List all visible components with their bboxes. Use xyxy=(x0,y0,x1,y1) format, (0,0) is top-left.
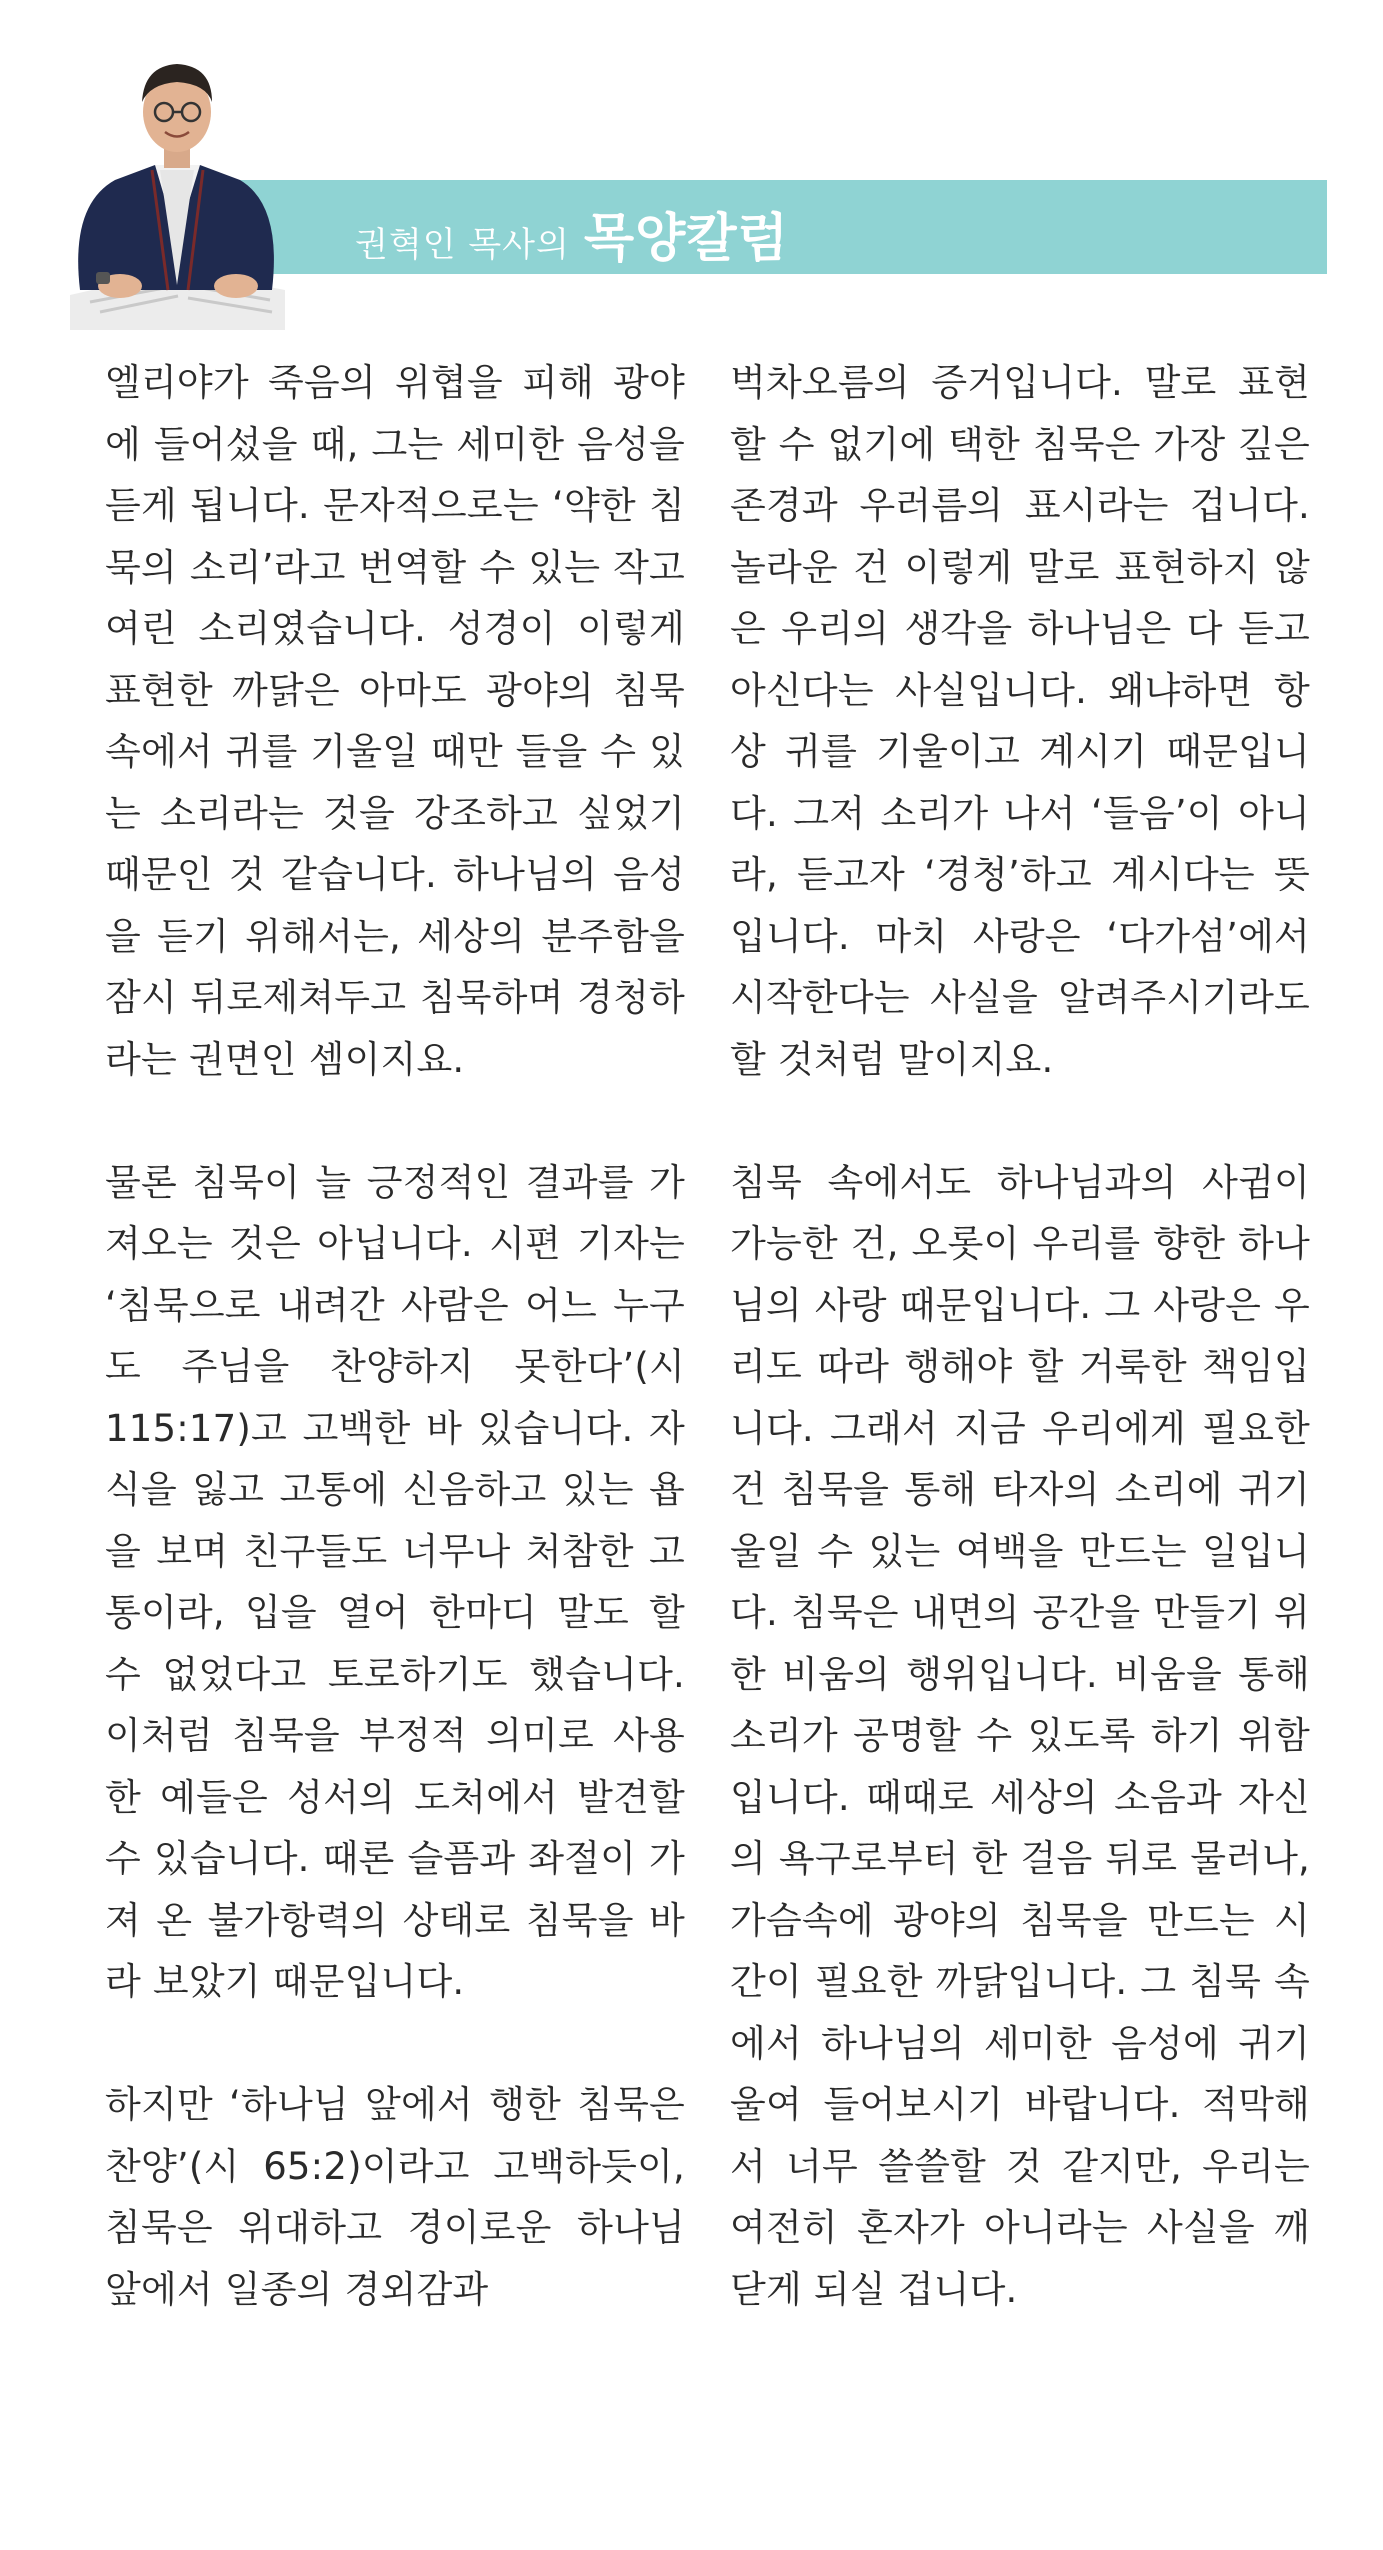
article-paragraph: 벅차오름의 증거입니다. 말로 표현할 수 없기에 택한 침묵은 가장 깊은 존경과 우러름의 표시라는 겁니다. 놀라운 건 이렇게 말로 표현하지 않은 우리의 생각을 하나님은 다 듣고 아신다는 사실입니다. 왜냐하면 항상 귀를 기울이고 계시기 때문입니다. 그저 소리가 나서 ‘들음’이 아니라, 듣고자 ‘경청’하고 계시다는 뜻입니다. 마치 사랑은 ‘다가섬’에서 시작한다는 사실을 알려주시기라도 할 것처럼 말이지요. xyxy=(730,361,1310,1081)
article-paragraph: 물론 침묵이 늘 긍정적인 결과를 가져오는 것은 아닙니다. 시편 기자는 ‘침묵으로 내려간 사람은 어느 누구도 주님을 찬양하지 못한다’(시115:17)고 고백한 바 있습니다. 자식을 잃고 고통에 신음하고 있는 욥을 보며 친구들도 너무나 처참한 고통이라, 입을 열어 한마디 말도 할 수 없었다고 토로하기도 했습니다. 이처럼 침묵을 부정적 의미로 사용한 예들은 성서의 도처에서 발견할 수 있습니다. 때론 슬픔과 좌절이 가져 온 불가항력의 상태로 침묵을 바라 보았기 때문입니다. xyxy=(105,1160,685,2003)
article-column-right xyxy=(730,352,1310,2320)
article-paragraph: 엘리야가 죽음의 위협을 피해 광야에 들어섰을 때, 그는 세미한 음성을 듣게 됩니다. 문자적으로는 ‘약한 침묵의 소리’라고 번역할 수 있는 작고 여린 소리였습니다. 성경이 이렇게 표현한 까닭은 아마도 광야의 침묵 속에서 귀를 기울일 때만 들을 수 있는 소리라는 것을 강조하고 싶었기 때문인 것 같습니다. 하나님의 음성을 듣기 위해서는, 세상의 분주함을 잠시 뒤로제쳐두고 침묵하며 경청하라는 권면인 셈이지요. xyxy=(105,361,685,1081)
banner-title xyxy=(355,196,789,269)
article-paragraph: 침묵 속에서도 하나님과의 사귐이 가능한 건, 오롯이 우리를 향한 하나님의 사랑 때문입니다. 그 사랑은 우리도 따라 행해야 할 거룩한 책임입니다. 그래서 지금 우리에게 필요한 건 침묵을 통해 타자의 소리에 귀기울일 수 있는 여백을 만드는 일입니다. 침묵은 내면의 공간을 만들기 위한 비움의 행위입니다. 비움을 통해 소리가 공명할 수 있도록 하기 위함입니다. 때때로 세상의 소음과 자신의 욕구로부터 한 걸음 뒤로 물러나, 가슴속에 광야의 침묵을 만드는 시간이 필요한 까닭입니다. 그 침묵 속에서 하나님의 세미한 음성에 귀기울여 들어보시기 바랍니다. 적막해서 너무 쓸쓸할 것 같지만, 우리는 여전히 혼자가 아니라는 사실을 깨닫게 되실 겁니다. xyxy=(730,1160,1310,2311)
article-column-left xyxy=(105,352,685,2320)
column-header xyxy=(0,0,1383,330)
title-banner xyxy=(200,180,1327,274)
column-name: 목양칼럼 xyxy=(583,209,789,269)
article-paragraph: 하지만 ‘하나님 앞에서 행한 침묵은 찬양’(시 65:2)이라고 고백하듯이, 침묵은 위대하고 경이로운 하나님 앞에서 일종의 경외감과 xyxy=(105,2083,685,2311)
pastor-portrait-icon xyxy=(60,40,290,330)
author-label: 권혁인 목사의 xyxy=(355,225,570,265)
